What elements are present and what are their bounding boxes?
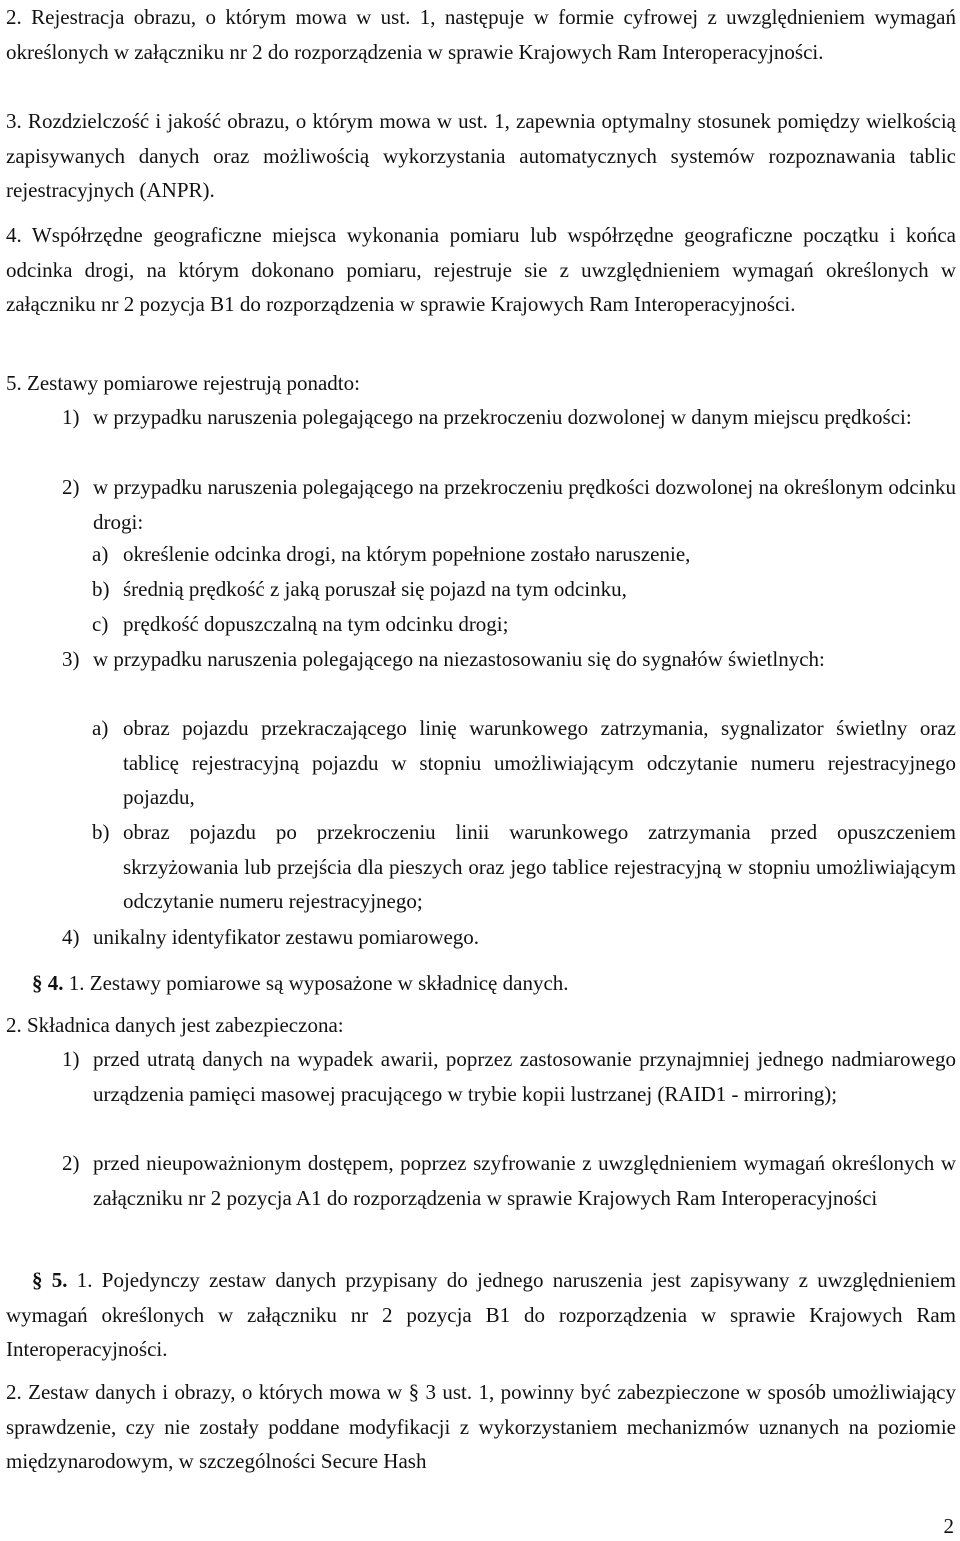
section-sign: § xyxy=(32,1268,43,1292)
list-item: 2) przed nieupoważnionym dostępem, poprzez szyfrowanie z uwzględnieniem wymagań określonych w załączniku nr 2 pozycja A1 do rozporządzenia w sprawie Krajowych Ram Interoperacyjności xyxy=(62,1151,956,1210)
section-4-paragraph-2: 2. Składnica danych jest zabezpieczona: xyxy=(6,1013,344,1037)
section-5-paragraph-2: 2. Zestaw danych i obrazy, o których mowa w § 3 ust. 1, powinny być zabezpieczone w sposób umożliwiający sprawdzenie, czy nie zostały poddane modyfikacji z wykorzystaniem mechanizmów uznanych na poziomie międzynarodowym, w szczególności Secure Hash xyxy=(6,1380,956,1473)
sub-list-item: a) obraz pojazdu przekraczającego linię warunkowego zatrzymania, sygnalizator świetlny oraz tablicę rejestracyjną pojazdu w stopniu umożliwiającym odczytanie numeru rejestracyjnego pojazdu, xyxy=(92,716,956,809)
section-sign: § xyxy=(32,971,43,995)
section-number: 5. xyxy=(51,1268,68,1292)
list-item: 3) w przypadku naruszenia polegającego na niezastosowaniu się do sygnałów świetlnych: xyxy=(62,647,825,671)
list-item: 1) w przypadku naruszenia polegającego na przekroczeniu dozwolonej w danym miejscu prędkości: xyxy=(62,405,912,429)
section-number: 4. xyxy=(47,971,64,995)
list-item: 4) unikalny identyfikator zestawu pomiarowego. xyxy=(62,925,480,949)
section-5-paragraph-1: § 5. 1. Pojedynczy zestaw danych przypisany do jednego naruszenia jest zapisywany z uwzględnieniem wymagań określonych w załączniku nr 2 pozycja B1 do rozporządzenia w sprawie Krajowych Ram Interoperacyjności. xyxy=(6,1268,956,1361)
section-4-paragraph-1: § 4. 1. Zestawy pomiarowe są wyposażone w składnicę danych. xyxy=(32,971,569,995)
paragraph-2: 2. Rejestracja obrazu, o którym mowa w ust. 1, następuje w formie cyfrowej z uwzględnieniem wymagań określonych w załączniku nr 2 do rozporządzenia w sprawie Krajowych Ram Interoperacyjności. xyxy=(6,5,956,64)
list-item: 2) w przypadku naruszenia polegającego na przekroczeniu prędkości dozwolonej na określonym odcinku drogi: xyxy=(62,475,956,534)
paragraph-3: 3. Rozdzielczość i jakość obrazu, o którym mowa w ust. 1, zapewnia optymalny stosunek pomiędzy wielkością zapisywanych danych oraz możliwością wykorzystania automatycznych systemów rozpoznawania tablic rejestracyjnych (ANPR). xyxy=(6,109,956,202)
paragraph-5: 5. Zestawy pomiarowe rejestrują ponadto: xyxy=(6,371,360,395)
page-number: 2 xyxy=(943,1514,954,1538)
list-item: 1) przed utratą danych na wypadek awarii, poprzez zastosowanie przynajmniej jednego nadmiarowego urządzenia pamięci masowej pracującego w trybie kopii lustrzanej (RAID1 - mirroring); xyxy=(62,1047,956,1106)
sub-list-item: c) prędkość dopuszczalną na tym odcinku drogi; xyxy=(92,612,509,636)
paragraph-4: 4. Współrzędne geograficzne miejsca wykonania pomiaru lub współrzędne geograficzne początku i końca odcinka drogi, na którym dokonano pomiaru, rejestruje sie z uwzględnieniem wymagań określonych w załączniku nr 2 pozycja B1 do rozporządzenia w sprawie Krajowych Ram Interoperacyjności. xyxy=(6,223,956,316)
sub-list-item: b) obraz pojazdu po przekroczeniu linii warunkowego zatrzymania przed opuszczeniem skrzyżowania lub przejścia dla pieszych oraz jego tablice rejestracyjną w stopniu umożliwiającym odczytanie numeru rejestracyjnego; xyxy=(92,820,956,913)
sub-list-item: a) określenie odcinka drogi, na którym popełnione zostało naruszenie, xyxy=(92,542,691,566)
sub-list-item: b) średnią prędkość z jaką poruszał się pojazd na tym odcinku, xyxy=(92,577,627,601)
